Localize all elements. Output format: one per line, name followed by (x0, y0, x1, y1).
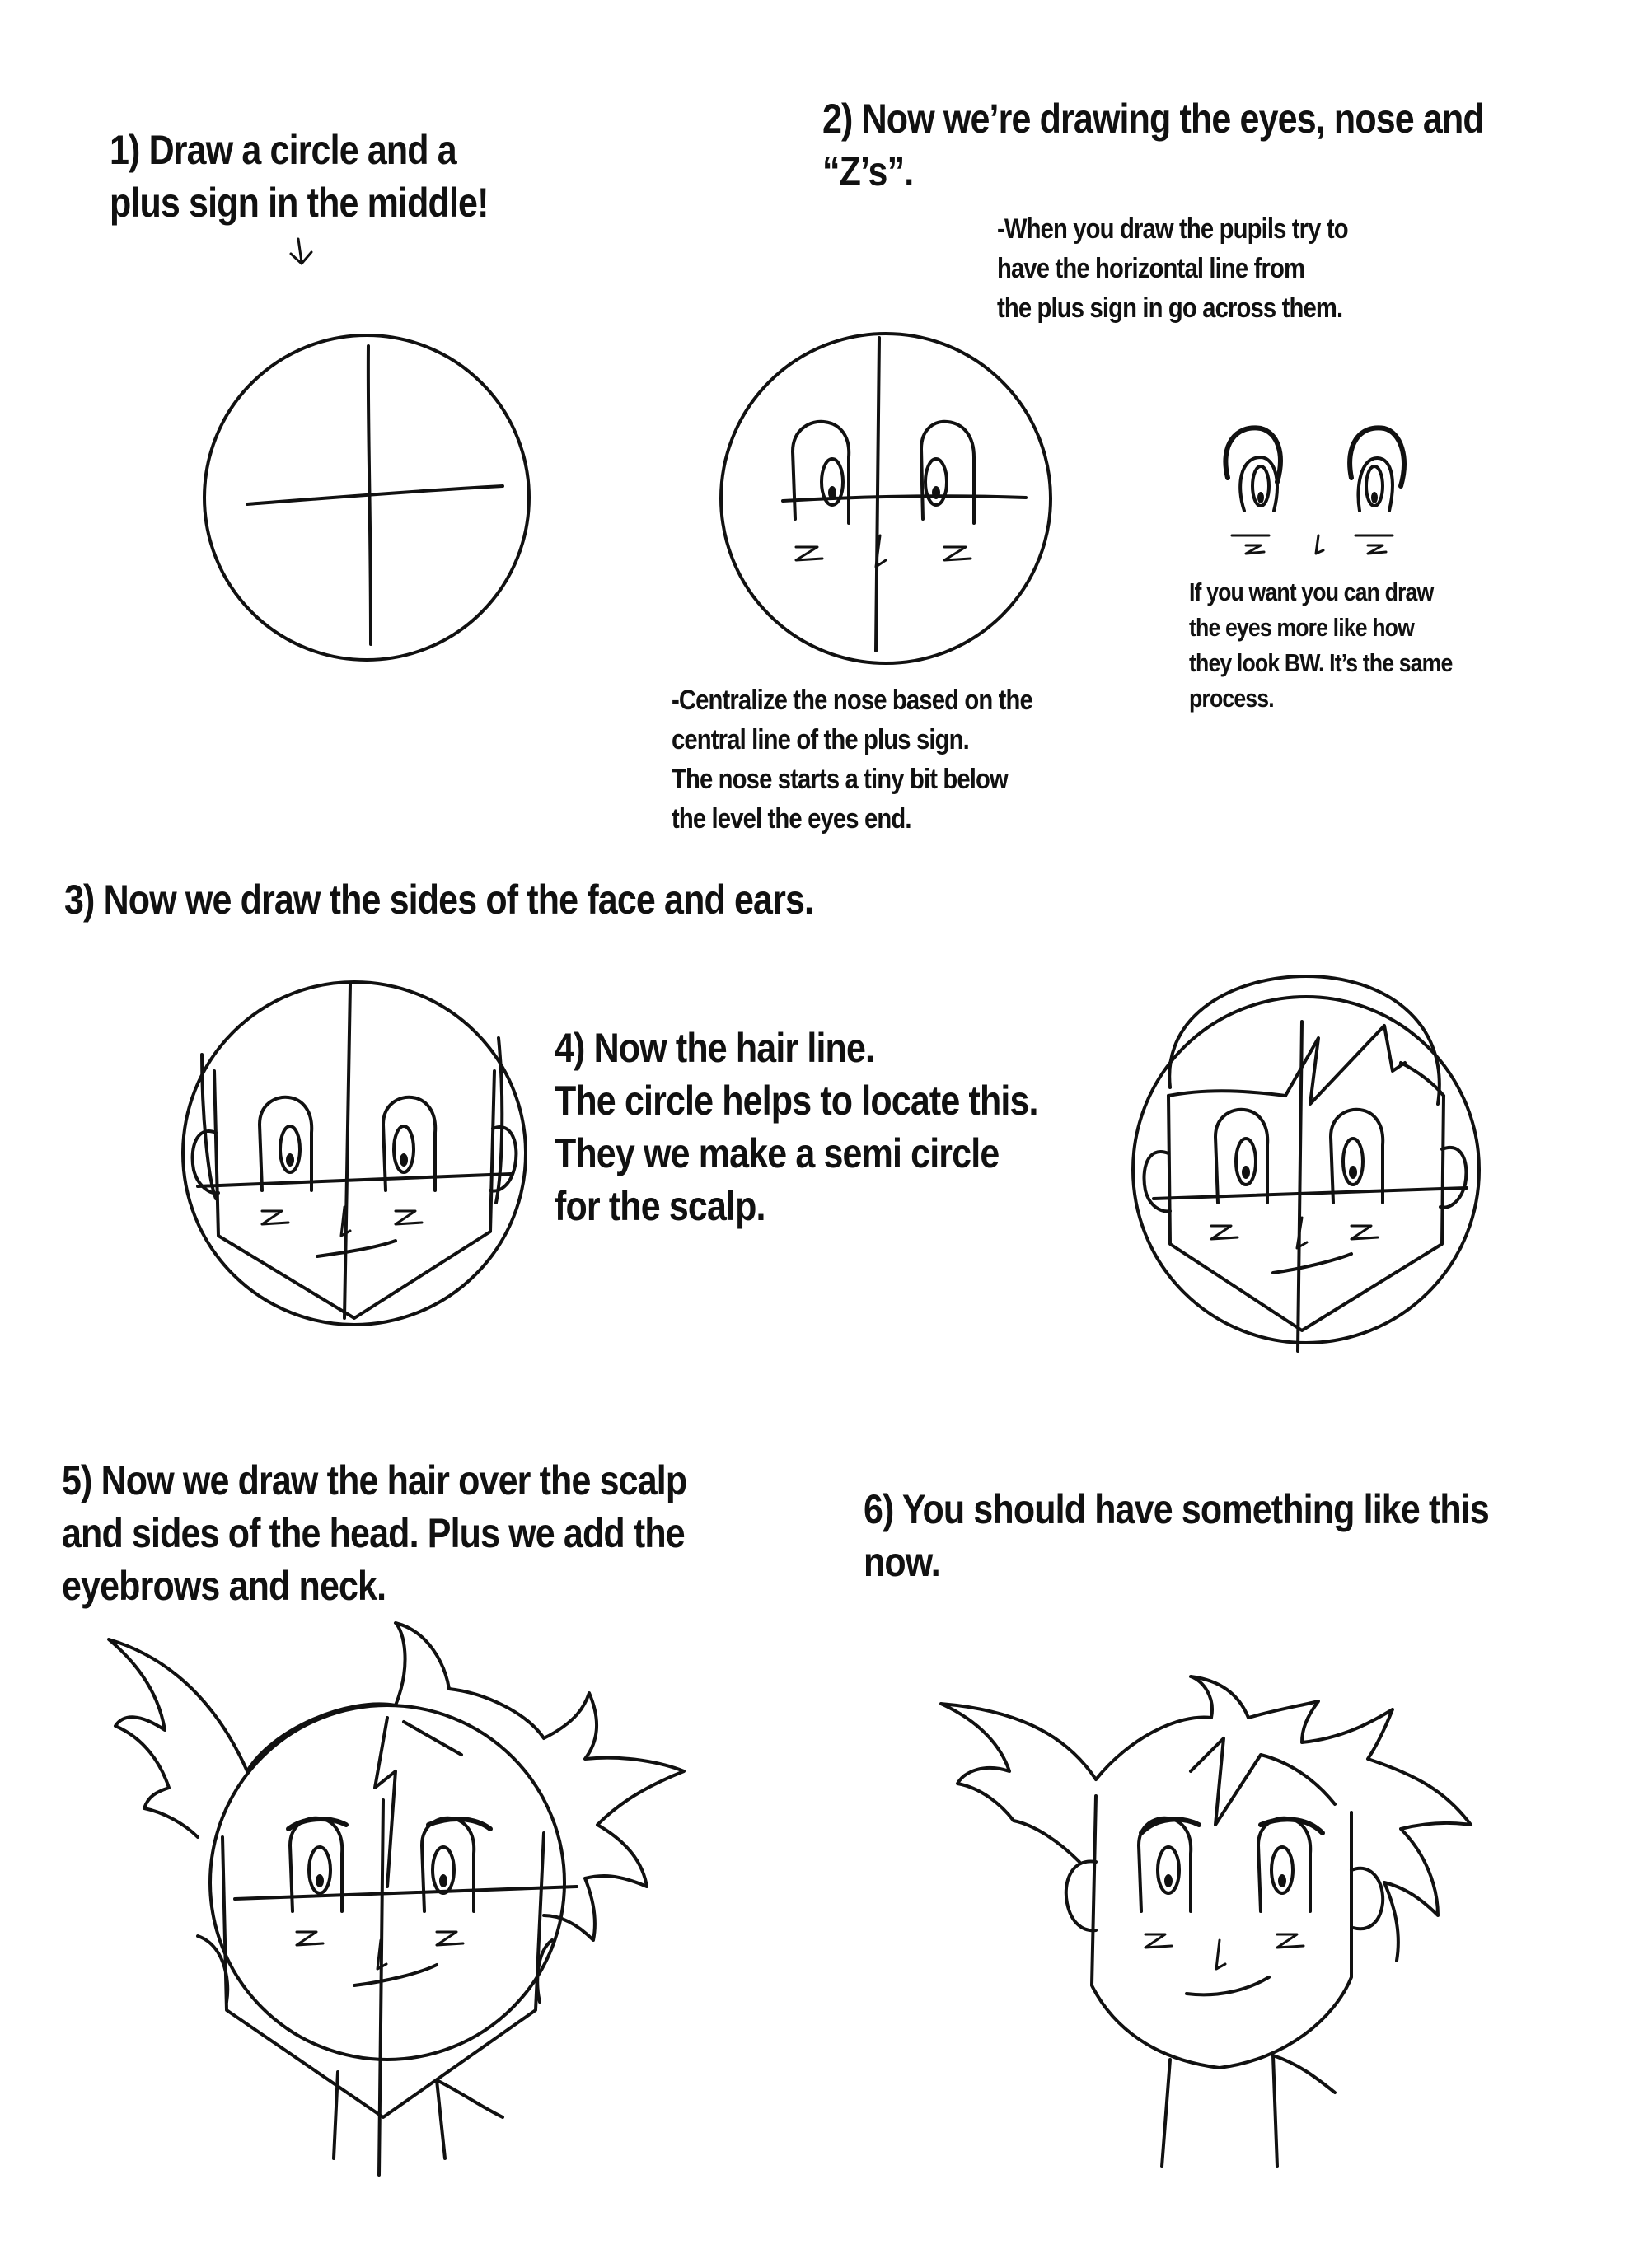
step2-pupils-note: -When you draw the pupils try to have the horizontal line from the plus sign in go across them. (997, 213, 1348, 324)
step4-face-drawing (1133, 976, 1479, 1351)
step5-text: 5) Now we draw the hair over the scalp and sides of the head. Plus we add the eyebrows and neck. (62, 1457, 687, 1609)
step6-text: 6) You should have something like this now. (864, 1486, 1489, 1585)
step1-circle-drawing (204, 335, 529, 660)
step2-bw-note: If you want you can draw the eyes more like how they look BW. It’s the same process. (1189, 578, 1453, 713)
step2-text: 2) Now we’re drawing the eyes, nose and “Z’s”. (822, 96, 1484, 194)
step1-text: 1) Draw a circle and a plus sign in the middle! (110, 127, 489, 226)
step3-text: 3) Now we draw the sides of the face and ears. (64, 877, 814, 923)
step6-face-drawing (941, 1676, 1471, 2167)
step2-face-drawing (721, 334, 1051, 663)
bw-eyes-drawing (1225, 428, 1404, 554)
step4-text: 4) Now the hair line. The circle helps to locate this. They we make a semi circle for the scalp. (555, 1025, 1038, 1229)
step3-face-drawing (183, 982, 526, 1325)
step5-face-drawing (109, 1623, 684, 2175)
down-arrow-icon (291, 239, 311, 264)
step2-nose-note: -Centralize the nose based on the central line of the plus sign. The nose starts a tiny bit below the level the eyes end. (672, 685, 1032, 835)
